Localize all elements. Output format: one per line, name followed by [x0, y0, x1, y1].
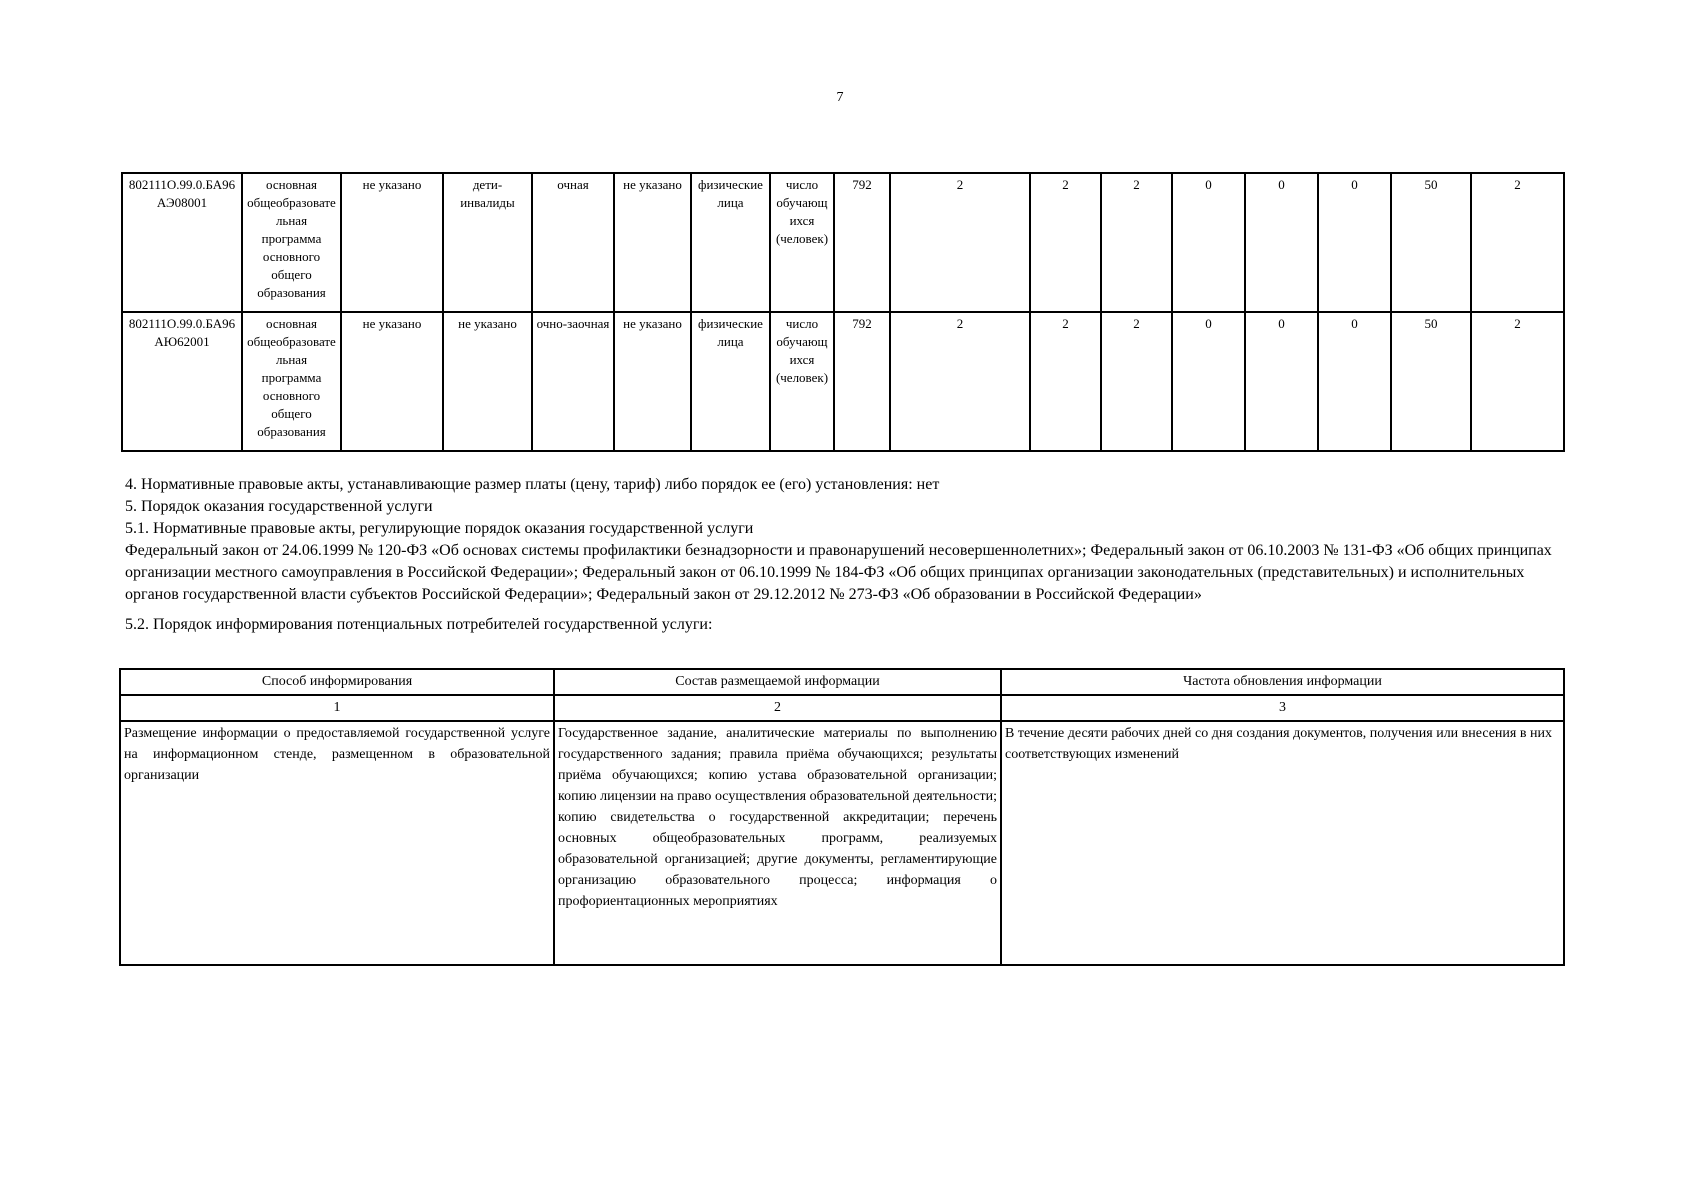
section-5: 5. Порядок оказания государственной услуги — [125, 498, 433, 515]
value-cell: 2 — [890, 173, 1030, 312]
value-cell: 2 — [890, 312, 1030, 451]
value-cell: 2 — [1030, 173, 1101, 312]
page-number: 7 — [836, 90, 844, 105]
column-header: Способ информирования — [120, 669, 554, 695]
indicator-table — [121, 172, 1565, 452]
column-header: Частота обновления информации — [1001, 669, 1564, 695]
column-number: 1 — [120, 695, 554, 721]
consumers-cell: физические лица — [691, 173, 770, 312]
section-5-2: 5.2. Порядок информирования потенциальных потребителей государственной услуги: — [125, 616, 713, 633]
value-cell: 50 — [1391, 173, 1471, 312]
table-row — [122, 173, 1564, 312]
form-cell: очная — [532, 173, 614, 312]
column-number: 2 — [554, 695, 1001, 721]
value-cell: 0 — [1172, 173, 1245, 312]
info-table — [119, 668, 1565, 966]
value-cell: 50 — [1391, 312, 1471, 451]
document-sections — [125, 474, 1565, 636]
value-cell: 0 — [1318, 173, 1391, 312]
category-cell: не указано — [443, 312, 532, 451]
okei-cell: 792 — [834, 173, 890, 312]
okei-cell: 792 — [834, 312, 890, 451]
program-cell: основная общеобразовательная программа основного общего образования — [242, 173, 341, 312]
program-cell: основная общеобразовательная программа основного общего образования — [242, 312, 341, 451]
indicator-cell: число обучающихся (человек) — [770, 312, 834, 451]
condition-cell: не указано — [614, 173, 691, 312]
section-4: 4. Нормативные правовые акты, устанавливающие размер платы (цену, тариф) либо порядок ее (его) установления: нет — [125, 476, 940, 493]
value-cell: 0 — [1172, 312, 1245, 451]
column-number: 3 — [1001, 695, 1564, 721]
column-number-row — [120, 695, 1564, 721]
table-header-row — [120, 669, 1564, 695]
value-cell: 2 — [1471, 173, 1564, 312]
table-row — [122, 312, 1564, 451]
service-code-cell: 802111О.99.0.БА96АЮ62001 — [122, 312, 242, 451]
value-cell: 2 — [1101, 173, 1172, 312]
condition-cell: не указано — [614, 312, 691, 451]
section-5-1: 5.1. Нормативные правовые акты, регулирующие порядок оказания государственной услуги — [125, 520, 754, 537]
service-code-cell: 802111О.99.0.БА96АЭ08001 — [122, 173, 242, 312]
info-content-cell: Государственное задание, аналитические материалы по выполнению государственного задания; правила приёма обучающихся; результаты приёма обучающихся; копию устава образовательной организации; копию лицензии на право осуществления образовательной деятельности; копию свидетельства о государственной аккредитации; перечень основных общеобразовательных программ, реализуемых образовательной организацией; другие документы, регламентирующие организацию образовательного процесса; информация о профориентационных мероприятиях — [554, 721, 1001, 965]
form-cell: очно-заочная — [532, 312, 614, 451]
column-header: Состав размещаемой информации — [554, 669, 1001, 695]
info-frequency-cell: В течение десяти рабочих дней со дня создания документов, получения или внесения в них соответствующих изменений — [1001, 721, 1564, 965]
value-cell: 0 — [1318, 312, 1391, 451]
indicator-cell: число обучающихся (человек) — [770, 173, 834, 312]
table-row — [120, 721, 1564, 965]
value-cell: 0 — [1245, 173, 1318, 312]
value-cell: 2 — [1471, 312, 1564, 451]
value-cell: 2 — [1101, 312, 1172, 451]
standard-cell: не указано — [341, 173, 443, 312]
consumers-cell: физические лица — [691, 312, 770, 451]
standard-cell: не указано — [341, 312, 443, 451]
value-cell: 2 — [1030, 312, 1101, 451]
category-cell: дети-инвалиды — [443, 173, 532, 312]
info-method-cell: Размещение информации о предоставляемой государственной услуге на информационном стенде, размещенном в образовательной организации — [120, 721, 554, 965]
legal-acts-text: Федеральный закон от 24.06.1999 № 120-ФЗ «Об основах системы профилактики безнадзорности и правонарушений несовершеннолетних»; Федеральный закон от 06.10.2003 № 131-ФЗ «Об общих принципах организации местного самоуправления в Российской Федерации»; Федеральный закон от 06.10.1999 № 184-ФЗ «Об общих принципах организации законодательных (представительных) и исполнительных органов государственной власти субъектов Российской Федерации»; Федеральный закон от 29.12.2012 № 273-ФЗ «Об образовании в Российской Федерации» — [125, 542, 1552, 603]
value-cell: 0 — [1245, 312, 1318, 451]
